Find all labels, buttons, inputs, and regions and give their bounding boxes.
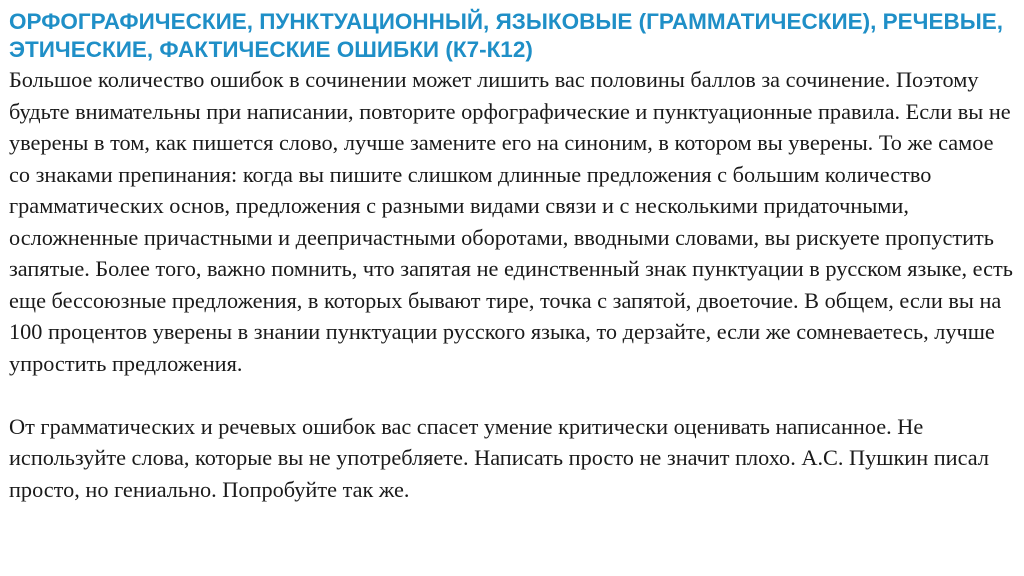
paragraph-gap — [9, 379, 1014, 411]
paragraph-grammar-speech: От грамматических и речевых ошибок вас спасет умение критически оценивать написанное. Не используйте слова, которые вы не употребляете. Написать просто не значит плохо. А.С. Пушкин писал просто, но гениально. Попробуйте так же. — [9, 413, 989, 502]
paragraph-spelling-punctuation: Большое количество ошибок в сочинении может лишить вас половины баллов за сочинение. Поэтому будьте внимательны при написании, повторите орфографические и пунктуационные правила. Если вы не уверены в том, как пишется слово, лучше замените его на синоним, в котором вы уверены. То же самое со знаками препинания: когда вы пишите слишком длинные предложения с большим количество грамматических основ, предложения с разными видами связи и с несколькими придаточными, осложненные причастными и деепричастными оборотами, вводными словами, вы рискуете пропустить запятые. Более того, важно помнить, что запятая не единственный знак пунктуации в русском языке, есть еще бессоюзные предложения, в которых бывают тире, точка с запятой, двоеточие. В общем, если вы на 100 процентов уверены в знании пунктуации русского языка, то дерзайте, если же сомневаетесь, лучше упростить предложения. — [9, 67, 1013, 376]
slide-title: ОРФОГРАФИЧЕСКИЕ, ПУНКТУАЦИОННЫЙ, ЯЗЫКОВЫЕ (ГРАММАТИЧЕСКИЕ), РЕЧЕВЫЕ, ЭТИЧЕСКИЕ, ФАКТИЧЕСКИЕ ОШИБКИ (К7-К12) — [9, 9, 1004, 62]
